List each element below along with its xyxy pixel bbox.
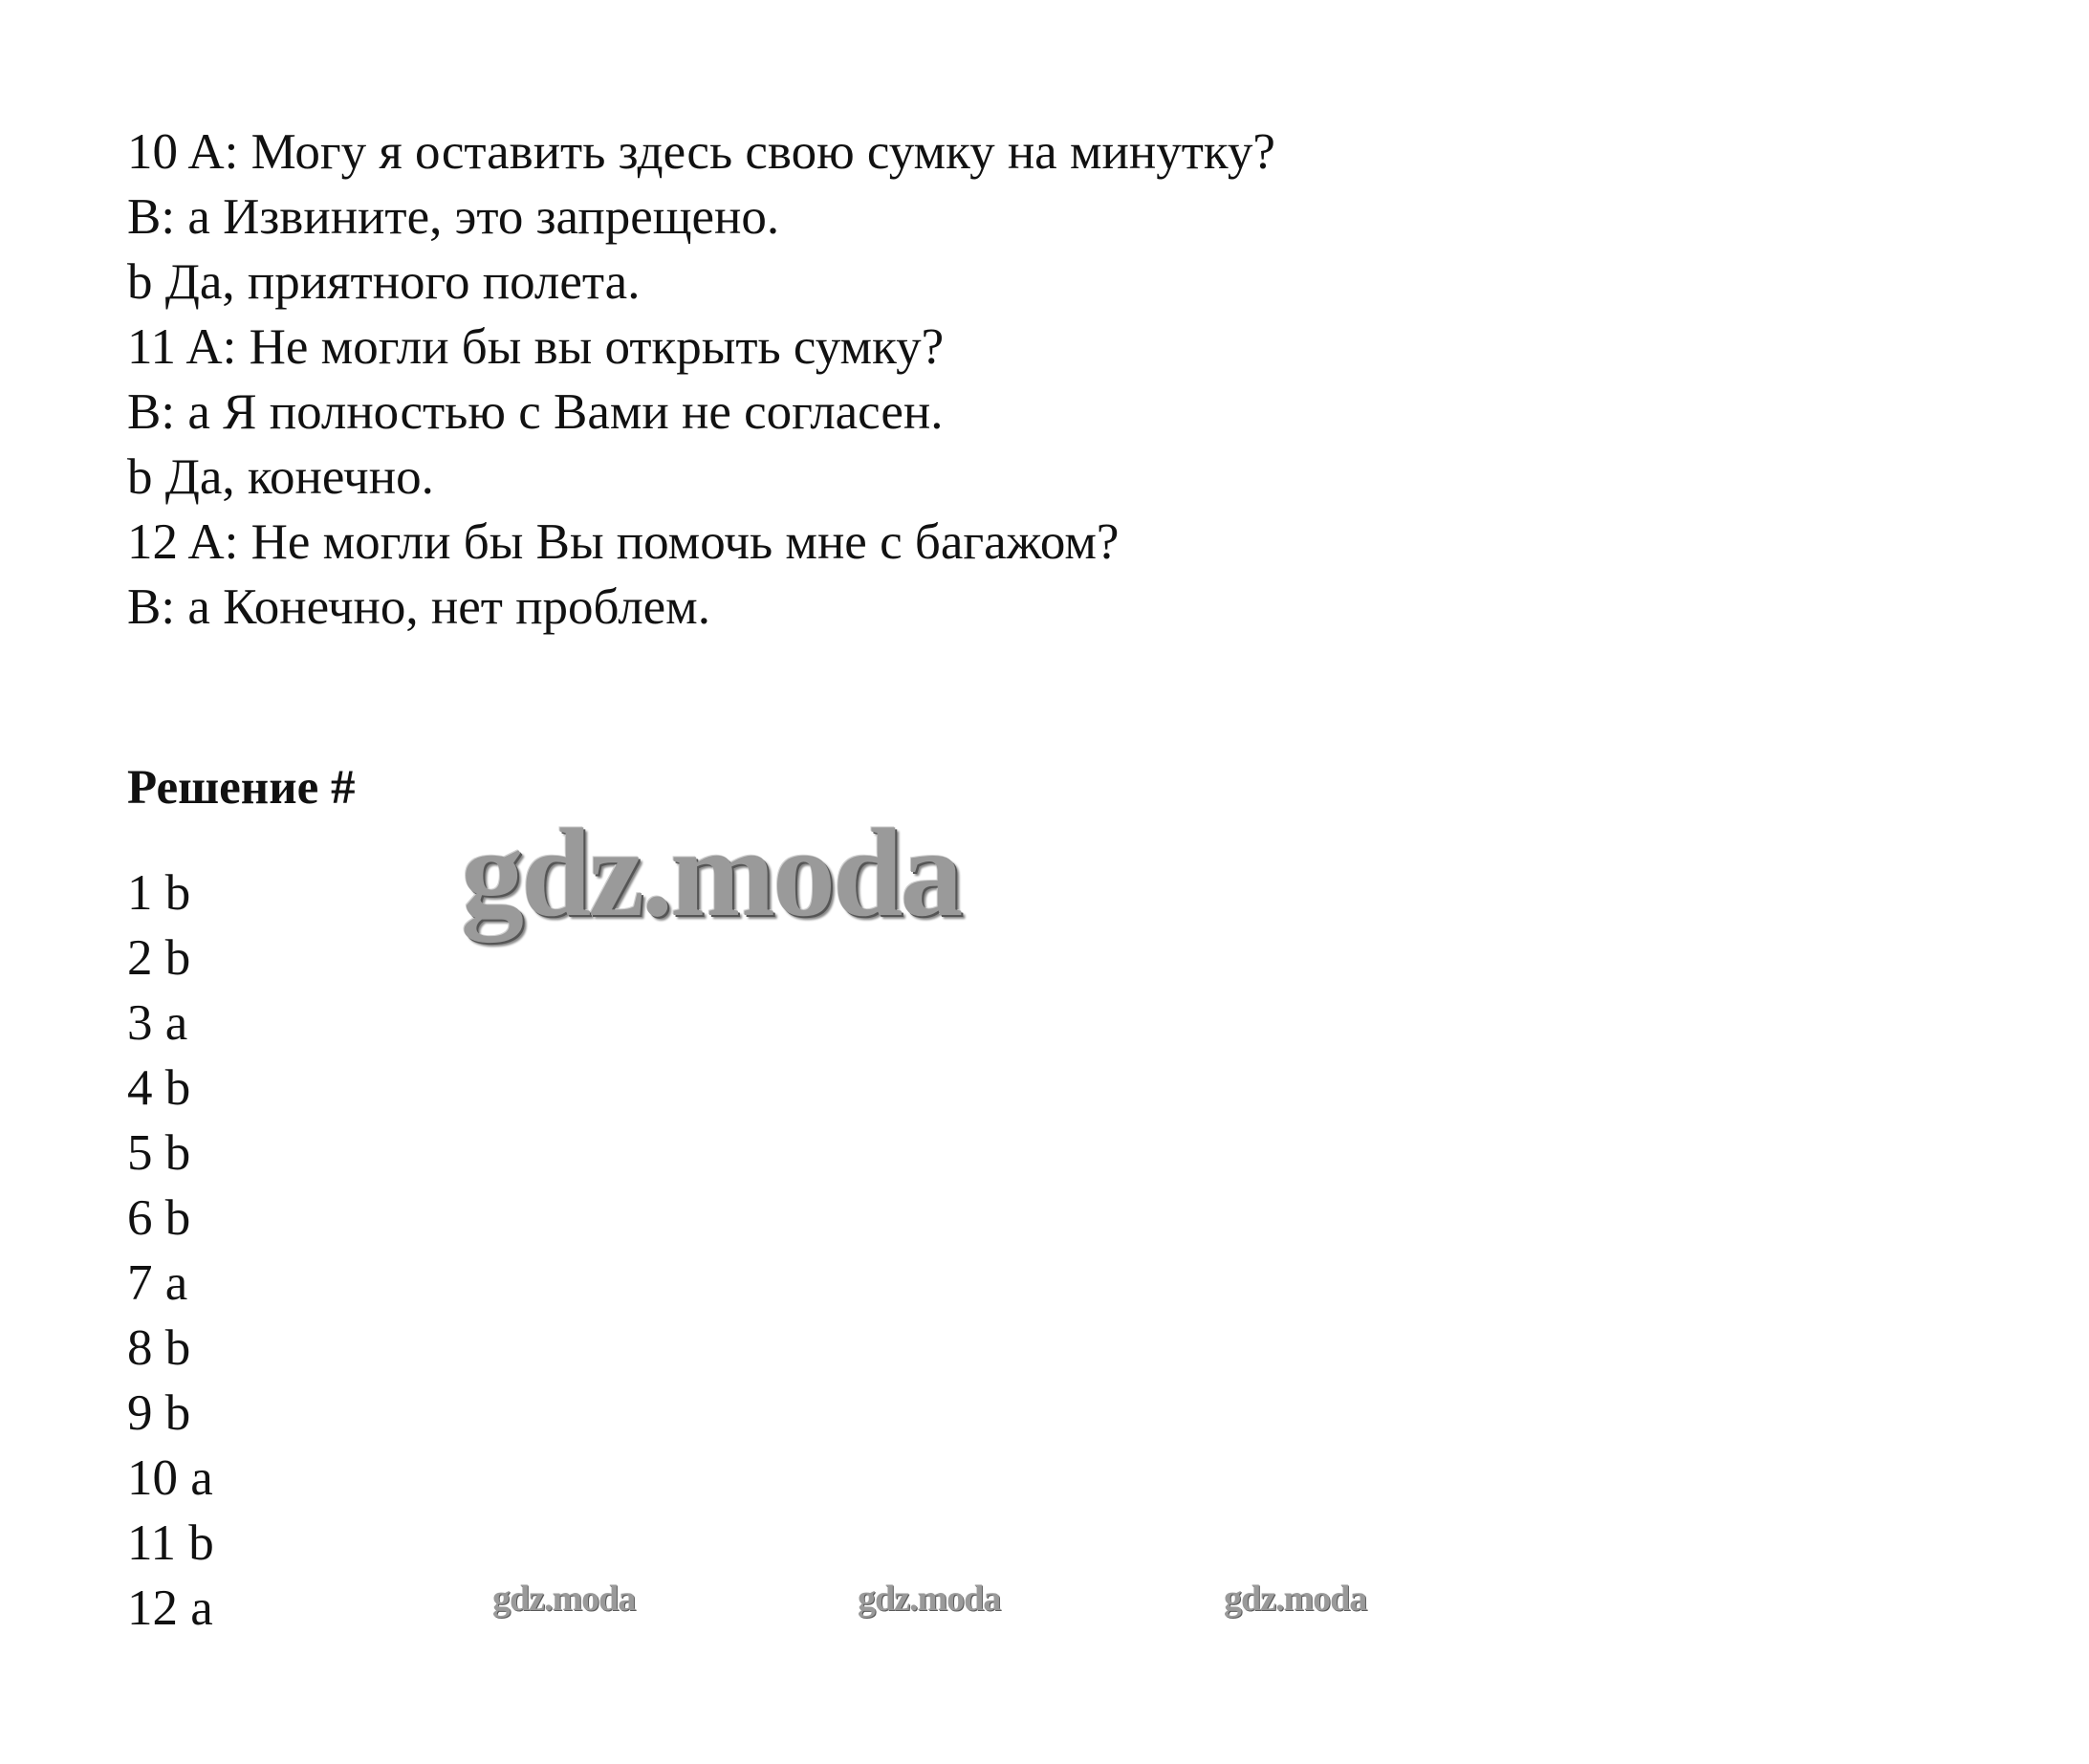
answer-item: 11 b — [127, 1515, 214, 1571]
answer-list — [127, 860, 214, 1641]
dialogue-line: B: a Извините, это запрещено. — [127, 189, 780, 245]
watermark-small: gdz.moda — [1224, 1579, 1367, 1619]
dialogue-line: B: a Конечно, нет проблем. — [127, 579, 710, 635]
answer-item: 4 b — [127, 1060, 191, 1116]
dialogue-line: 10 A: Могу я оставить здесь свою сумку на минутку? — [127, 124, 1275, 180]
watermark-logo: gdz.moda — [461, 802, 961, 943]
answer-item: 12 a — [127, 1580, 213, 1636]
dialogue-lines — [127, 120, 1275, 640]
answer-item: 8 b — [127, 1320, 191, 1376]
answer-item: 1 b — [127, 865, 191, 921]
answer-item: 5 b — [127, 1125, 191, 1181]
dialogue-line: b Да, приятного полета. — [127, 254, 641, 310]
answer-item: 3 a — [127, 995, 188, 1051]
dialogue-line: 12 A: Не могли бы Вы помочь мне с багажом? — [127, 514, 1120, 570]
answer-item: 2 b — [127, 930, 191, 986]
watermark-small: gdz.moda — [858, 1579, 1001, 1619]
dialogue-line: B: a Я полностью с Вами не согласен. — [127, 384, 944, 440]
answer-item: 7 a — [127, 1255, 188, 1311]
dialogue-line: b Да, конечно. — [127, 449, 434, 505]
dialogue-line: 11 A: Не могли бы вы открыть сумку? — [127, 319, 945, 375]
solution-heading: Решение # — [127, 761, 356, 815]
answer-item: 6 b — [127, 1190, 191, 1246]
answer-item: 9 b — [127, 1385, 191, 1441]
answer-item: 10 a — [127, 1450, 213, 1506]
watermark-small: gdz.moda — [492, 1579, 636, 1619]
